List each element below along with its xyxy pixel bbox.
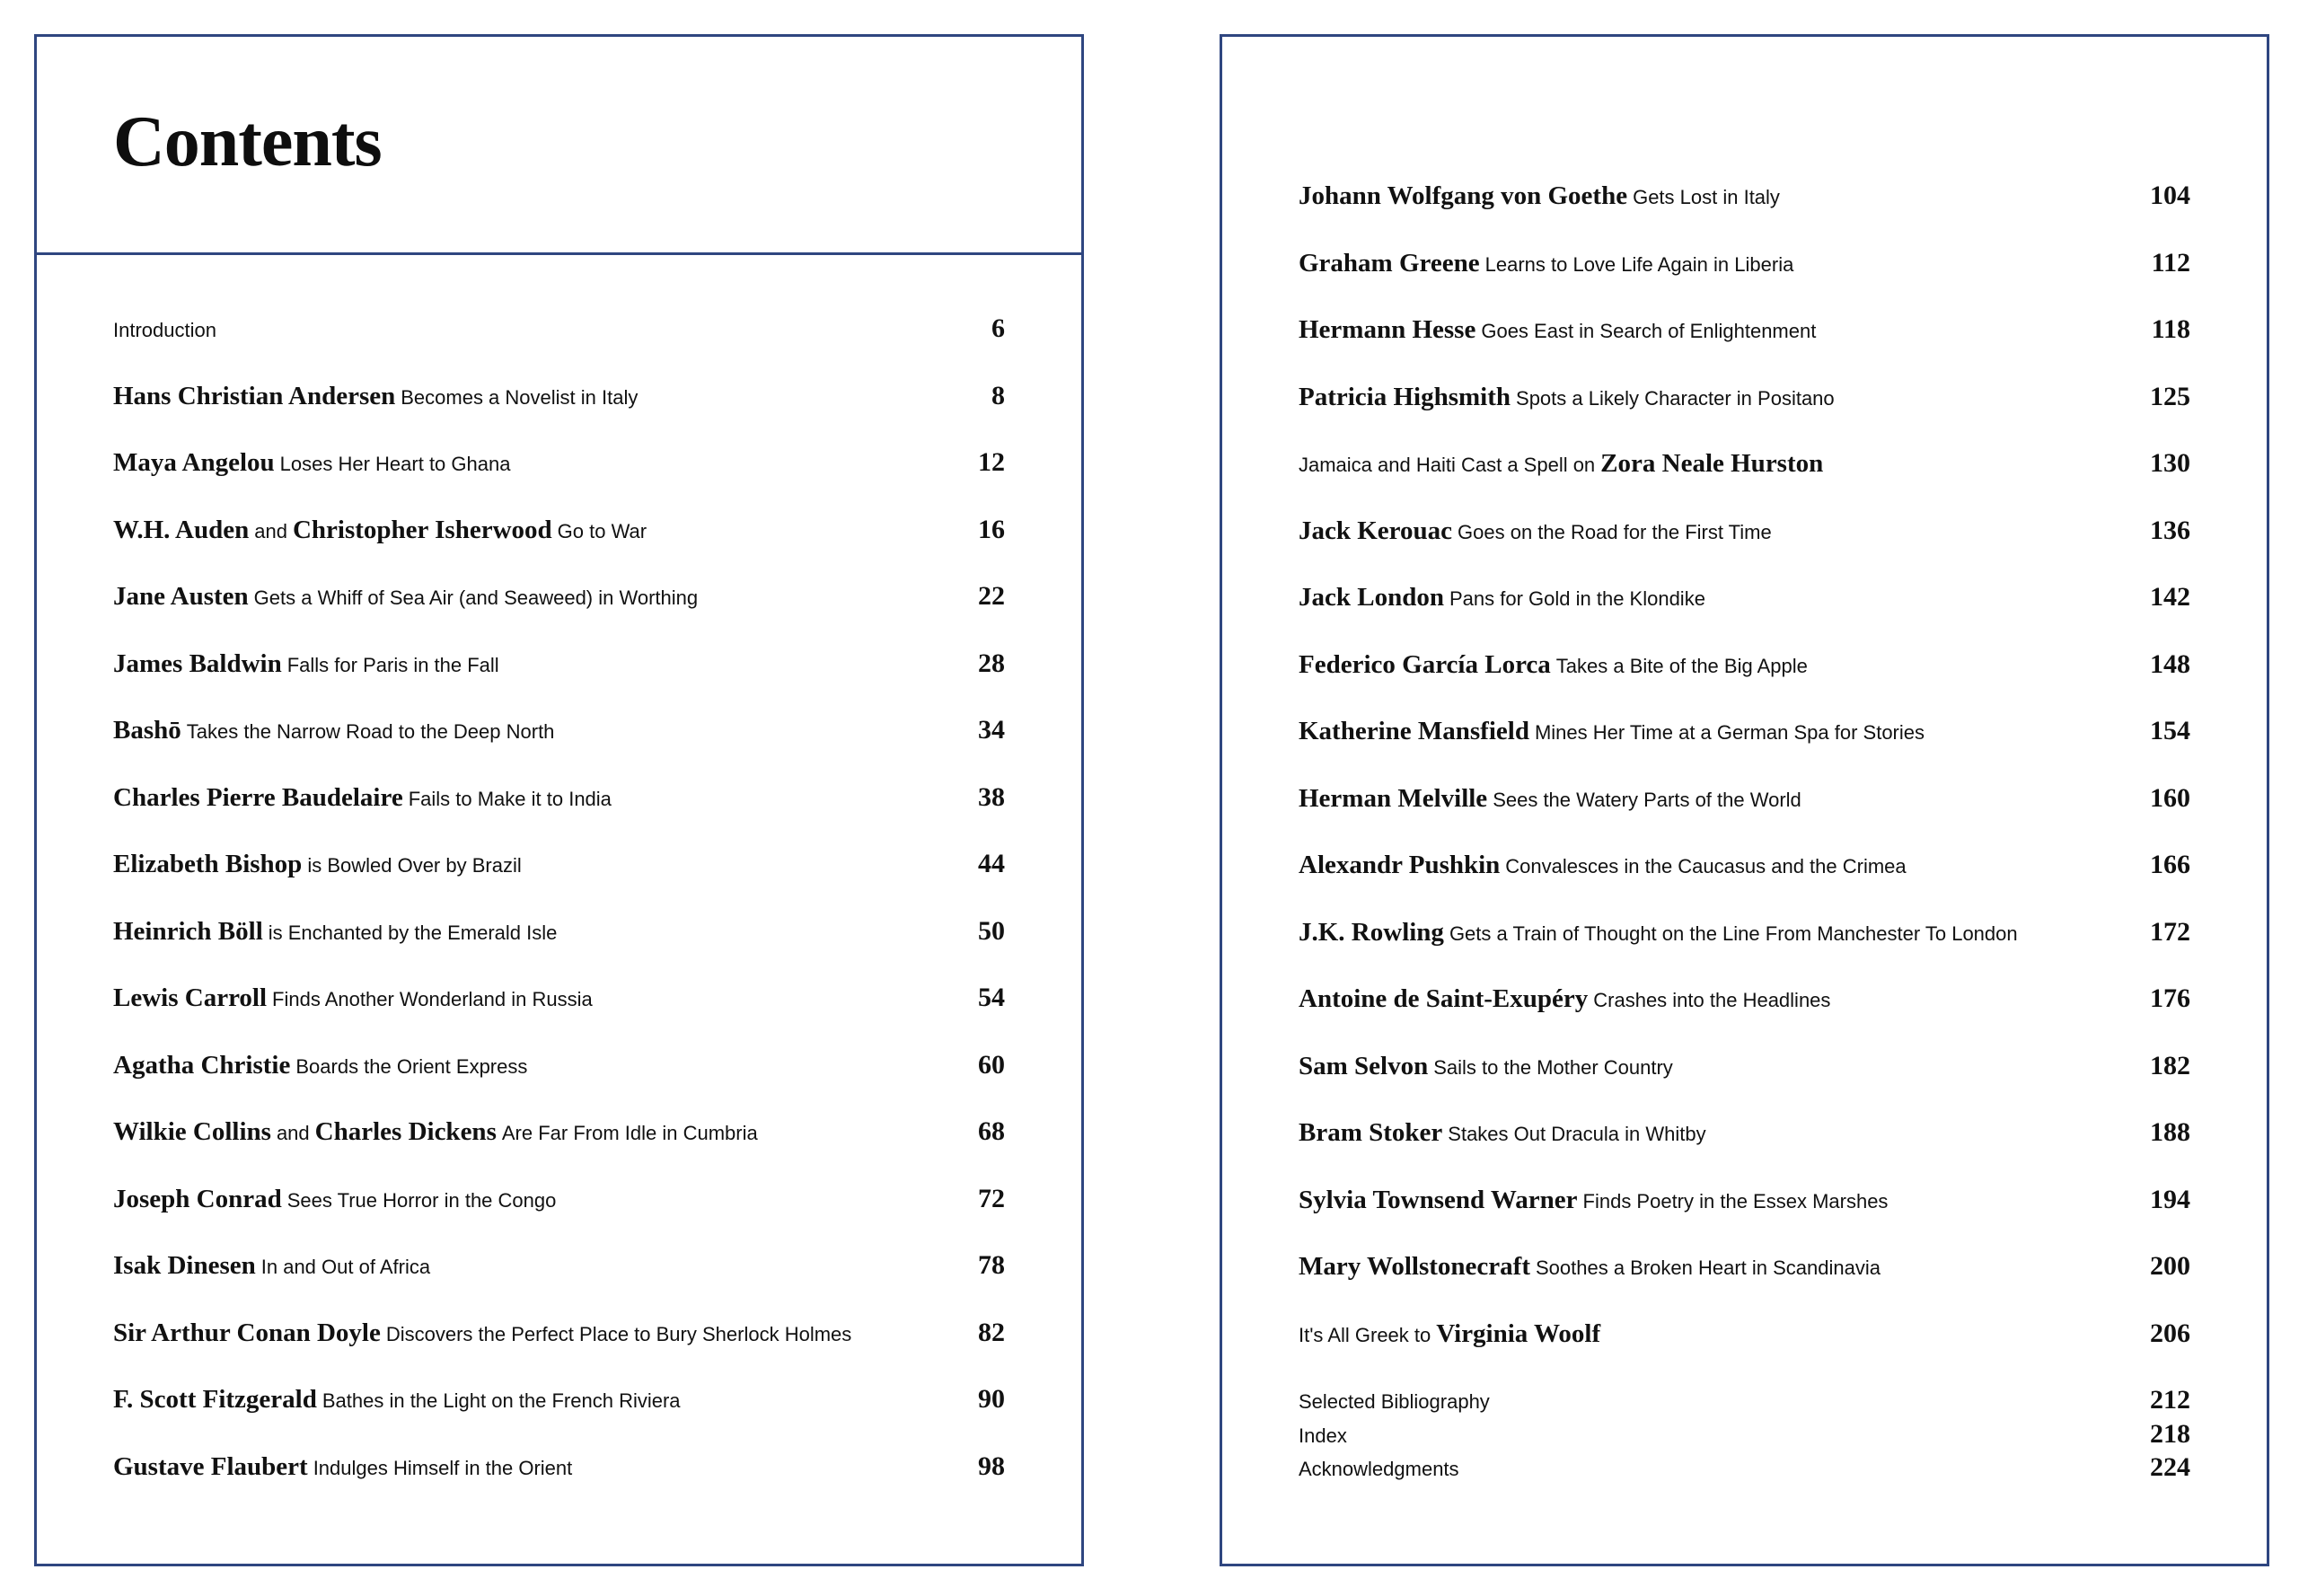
toc-entry[interactable] bbox=[113, 782, 1005, 833]
toc-entry-text bbox=[113, 582, 698, 612]
author-name: Lewis Carroll bbox=[113, 983, 268, 1012]
entry-description: It's All Greek to bbox=[1299, 1323, 1431, 1346]
author-name: Katherine Mansfield bbox=[1299, 717, 1529, 745]
toc-entry[interactable] bbox=[1299, 1251, 2190, 1301]
toc-entry-text bbox=[1299, 449, 1823, 479]
author-name: Sam Selvon bbox=[1299, 1051, 1429, 1080]
page-number: 54 bbox=[978, 983, 1005, 1012]
author-name: Bashō bbox=[113, 716, 181, 745]
toc-entry[interactable] bbox=[1299, 983, 2190, 1034]
entry-description: Takes a Bite of the Big Apple bbox=[1555, 654, 1808, 677]
author-name: Jack Kerouac bbox=[1299, 516, 1453, 545]
toc-entry-text bbox=[1299, 315, 1816, 345]
toc-entry[interactable] bbox=[1299, 783, 2190, 833]
page-number: 22 bbox=[978, 581, 1005, 611]
author-name: Heinrich Böll bbox=[113, 916, 263, 946]
title-band bbox=[37, 37, 1081, 255]
toc-entry-text bbox=[113, 382, 638, 411]
author-name: Gustave Flaubert bbox=[113, 1451, 308, 1481]
entry-description: Gets a Whiff of Sea Air (and Seaweed) in Worthing bbox=[253, 586, 699, 609]
page-number: 154 bbox=[2150, 716, 2190, 745]
toc-entry-text bbox=[1299, 851, 1907, 880]
entry-description: Bathes in the Light on the French Riviera bbox=[322, 1389, 681, 1412]
author-name: Alexandr Pushkin bbox=[1299, 851, 1501, 879]
page-number: 104 bbox=[2150, 181, 2190, 210]
entry-description: Introduction bbox=[113, 319, 216, 341]
toc-entry[interactable] bbox=[113, 1050, 1005, 1100]
toc-entry[interactable] bbox=[1299, 181, 2190, 231]
toc-entry-text bbox=[1299, 1052, 1673, 1081]
author-name: Jane Austen bbox=[113, 582, 249, 611]
author-name: Patricia Highsmith bbox=[1299, 382, 1511, 411]
author-name: Charles Dickens bbox=[314, 1117, 497, 1146]
entry-description: is Bowled Over by Brazil bbox=[307, 854, 522, 877]
entry-description: Finds Poetry in the Essex Marshes bbox=[1582, 1189, 1889, 1212]
entry-description: Spots a Likely Character in Positano bbox=[1516, 386, 1835, 410]
page-number: 90 bbox=[978, 1384, 1005, 1414]
entry-description: Takes the Narrow Road to the Deep North bbox=[186, 720, 555, 743]
author-name: Hermann Hesse bbox=[1299, 315, 1476, 344]
toc-entry[interactable] bbox=[1299, 382, 2190, 432]
toc-entry[interactable] bbox=[1299, 448, 2190, 498]
page-number: 224 bbox=[2150, 1452, 2190, 1482]
toc-entry-text bbox=[1299, 1118, 1706, 1148]
author-name: J.K. Rowling bbox=[1299, 917, 1444, 947]
toc-entry[interactable] bbox=[1299, 1117, 2190, 1168]
toc-entry[interactable] bbox=[1299, 314, 2190, 365]
page-title: Contents bbox=[113, 102, 382, 181]
toc-entry[interactable] bbox=[113, 1250, 1005, 1301]
toc-entry-text bbox=[1299, 1319, 1600, 1349]
author-name: Herman Melville bbox=[1299, 783, 1488, 813]
page-number: 206 bbox=[2150, 1318, 2190, 1348]
toc-entry[interactable] bbox=[1299, 582, 2190, 632]
right-page bbox=[1220, 34, 2269, 1566]
entry-description: Fails to Make it to India bbox=[408, 787, 612, 810]
page-number: 50 bbox=[978, 915, 1005, 946]
toc-entry-text bbox=[1299, 918, 2018, 948]
author-name: Joseph Conrad bbox=[113, 1184, 282, 1213]
toc-entry[interactable] bbox=[113, 1116, 1005, 1167]
toc-entry-text bbox=[113, 1251, 430, 1281]
page-number: 78 bbox=[978, 1250, 1005, 1280]
toc-entry-text bbox=[1299, 383, 1835, 412]
toc-entry[interactable] bbox=[113, 648, 1005, 699]
entry-description: is Enchanted by the Emerald Isle bbox=[268, 921, 558, 944]
author-name: Isak Dinesen bbox=[113, 1251, 256, 1280]
page-number: 125 bbox=[2150, 381, 2190, 411]
toc-entry-text bbox=[1299, 516, 1772, 546]
entry-description: Sails to the Mother Country bbox=[1433, 1055, 1673, 1079]
page-number: 176 bbox=[2150, 983, 2190, 1013]
author-name: Virginia Woolf bbox=[1436, 1318, 1601, 1348]
toc-entry-text bbox=[113, 1385, 681, 1415]
entry-description: Gets Lost in Italy bbox=[1633, 186, 1780, 208]
toc-entry-text bbox=[113, 1051, 527, 1080]
page-number: 118 bbox=[2151, 314, 2190, 344]
toc-entry[interactable] bbox=[1299, 649, 2190, 700]
entry-description: and bbox=[276, 1122, 310, 1144]
author-name: Mary Wollstonecraft bbox=[1299, 1252, 1530, 1281]
toc-entry-text bbox=[113, 1318, 851, 1348]
toc-entry-text bbox=[113, 716, 554, 745]
toc-entry-text bbox=[1299, 583, 1705, 613]
toc-entry-text bbox=[1299, 650, 1808, 680]
toc-entry[interactable] bbox=[113, 849, 1005, 899]
toc-entry[interactable] bbox=[1299, 1452, 2190, 1503]
entry-description: Go to War bbox=[557, 519, 647, 542]
page-number: 112 bbox=[2151, 247, 2190, 278]
author-name: Graham Greene bbox=[1299, 248, 1480, 278]
toc-entry[interactable] bbox=[1299, 850, 2190, 900]
author-name: Christopher Isherwood bbox=[292, 515, 552, 544]
entry-description: Jamaica and Haiti Cast a Spell on bbox=[1299, 454, 1596, 476]
author-name: Hans Christian Andersen bbox=[113, 381, 396, 410]
page-number: 194 bbox=[2150, 1184, 2190, 1214]
entry-description: Crashes into the Headlines bbox=[1593, 989, 1831, 1011]
page-number: 28 bbox=[978, 648, 1005, 678]
page-number: 16 bbox=[978, 514, 1005, 544]
toc-entry[interactable] bbox=[1299, 1318, 2190, 1369]
author-name: Sir Arthur Conan Doyle bbox=[113, 1318, 381, 1347]
page-number: 34 bbox=[978, 715, 1005, 745]
page-number: 38 bbox=[978, 781, 1005, 812]
page-number: 218 bbox=[2150, 1418, 2190, 1449]
toc-entry[interactable] bbox=[113, 447, 1005, 498]
entry-description: Finds Another Wonderland in Russia bbox=[272, 988, 593, 1010]
toc-entry-text bbox=[113, 448, 510, 478]
toc-entry[interactable] bbox=[1299, 1051, 2190, 1101]
entry-description: Soothes a Broken Heart in Scandinavia bbox=[1535, 1257, 1881, 1279]
entry-description: Sees the Watery Parts of the World bbox=[1493, 788, 1801, 811]
entry-description: and bbox=[254, 519, 287, 542]
entry-description: Gets a Train of Thought on the Line From Manchester To London bbox=[1449, 921, 2018, 945]
entry-description: Indulges Himself in the Orient bbox=[313, 1456, 573, 1479]
toc-entry[interactable] bbox=[113, 1384, 1005, 1434]
page-number: 212 bbox=[2150, 1385, 2190, 1415]
page-number: 166 bbox=[2150, 850, 2190, 879]
author-name: Antoine de Saint-Exupéry bbox=[1299, 984, 1589, 1013]
page-number: 200 bbox=[2150, 1251, 2190, 1281]
toc-entry[interactable] bbox=[113, 515, 1005, 565]
page-number: 60 bbox=[978, 1049, 1005, 1080]
page-number: 98 bbox=[978, 1451, 1005, 1481]
page-number: 130 bbox=[2150, 448, 2190, 478]
page-number: 44 bbox=[978, 849, 1005, 878]
toc-entry-text bbox=[113, 1452, 572, 1482]
toc-entry[interactable] bbox=[113, 916, 1005, 966]
author-name: James Baldwin bbox=[113, 648, 282, 678]
toc-entry[interactable] bbox=[113, 381, 1005, 431]
page-number: 72 bbox=[978, 1183, 1005, 1213]
author-name: Agatha Christie bbox=[113, 1050, 291, 1080]
author-name: Maya Angelou bbox=[113, 448, 275, 477]
entry-description: Discovers the Perfect Place to Bury Sherlock Holmes bbox=[385, 1322, 852, 1345]
page-number: 6 bbox=[991, 313, 1005, 343]
toc-entry-text bbox=[1299, 717, 1925, 746]
entry-description: Loses Her Heart to Ghana bbox=[279, 453, 511, 475]
author-name: W.H. Auden bbox=[113, 515, 250, 544]
page-number: 148 bbox=[2150, 648, 2190, 679]
page-number: 160 bbox=[2150, 782, 2190, 813]
toc-entry[interactable] bbox=[113, 1184, 1005, 1234]
toc-entry[interactable] bbox=[113, 1451, 1005, 1502]
entry-description: Becomes a Novelist in Italy bbox=[401, 385, 639, 409]
page-number: 136 bbox=[2150, 515, 2190, 545]
toc-entry[interactable] bbox=[1299, 716, 2190, 766]
toc-entry-text bbox=[1299, 249, 1793, 278]
entry-description: Mines Her Time at a German Spa for Stories bbox=[1534, 721, 1925, 744]
entry-description: Falls for Paris in the Fall bbox=[286, 653, 499, 676]
entry-description: Stakes Out Dracula in Whitby bbox=[1448, 1123, 1706, 1145]
toc-entry-text bbox=[113, 516, 647, 545]
toc-entry-text bbox=[1299, 1252, 1881, 1282]
toc-entry[interactable] bbox=[113, 313, 1005, 364]
entry-description: Selected Bibliography bbox=[1299, 1390, 1490, 1413]
page-number: 182 bbox=[2150, 1050, 2190, 1080]
toc-entry[interactable] bbox=[113, 581, 1005, 631]
toc-entry-text bbox=[113, 917, 557, 947]
author-name: Federico García Lorca bbox=[1299, 649, 1551, 679]
toc-entry[interactable] bbox=[113, 1318, 1005, 1368]
toc-entry-text bbox=[113, 649, 499, 679]
left-page bbox=[34, 34, 1084, 1566]
toc-entry-text bbox=[113, 319, 216, 342]
author-name: Elizabeth Bishop bbox=[113, 850, 303, 878]
toc-entry[interactable] bbox=[113, 715, 1005, 765]
toc-entry-text bbox=[113, 1117, 758, 1147]
author-name: Jack London bbox=[1299, 583, 1444, 612]
page-number: 82 bbox=[978, 1317, 1005, 1347]
author-name: Sylvia Townsend Warner bbox=[1299, 1185, 1578, 1214]
author-name: Johann Wolfgang von Goethe bbox=[1299, 181, 1628, 210]
entry-description: Are Far From Idle in Cumbria bbox=[501, 1122, 758, 1144]
page-number: 142 bbox=[2150, 582, 2190, 612]
entry-description: Learns to Love Life Again in Liberia bbox=[1484, 252, 1794, 276]
entry-description: Pans for Gold in the Klondike bbox=[1449, 587, 1705, 610]
author-name: F. Scott Fitzgerald bbox=[113, 1385, 317, 1414]
toc-entry-text bbox=[1299, 784, 1801, 814]
toc-entry-text bbox=[113, 1185, 556, 1214]
toc-entry[interactable] bbox=[1299, 516, 2190, 566]
entry-description: Convalesces in the Caucasus and the Crimea bbox=[1505, 855, 1907, 877]
page-number: 68 bbox=[978, 1116, 1005, 1146]
toc-entry-text bbox=[113, 783, 612, 813]
toc-entry-text bbox=[1299, 181, 1780, 211]
toc-entry-text bbox=[1299, 1424, 1347, 1448]
toc-entry[interactable] bbox=[1299, 248, 2190, 298]
toc-entry-text bbox=[1299, 1390, 1490, 1414]
page-number: 12 bbox=[978, 447, 1005, 477]
page-number: 188 bbox=[2150, 1117, 2190, 1147]
author-name: Wilkie Collins bbox=[113, 1117, 271, 1146]
toc-entry[interactable] bbox=[113, 983, 1005, 1033]
toc-entry[interactable] bbox=[1299, 917, 2190, 967]
toc-entry[interactable] bbox=[1299, 1185, 2190, 1235]
entry-description: Sees True Horror in the Congo bbox=[286, 1188, 557, 1212]
author-name: Zora Neale Hurston bbox=[1600, 449, 1824, 478]
page-number: 172 bbox=[2150, 916, 2190, 947]
entry-description: Boards the Orient Express bbox=[295, 1054, 528, 1078]
toc-entry-text bbox=[1299, 1458, 1459, 1481]
entry-description: In and Out of Africa bbox=[260, 1256, 431, 1278]
entry-description: Index bbox=[1299, 1424, 1347, 1447]
toc-entry-text bbox=[1299, 1186, 1888, 1215]
entry-description: Goes on the Road for the First Time bbox=[1458, 520, 1772, 543]
entry-description: Goes East in Search of Enlightenment bbox=[1481, 320, 1817, 342]
page-number: 8 bbox=[991, 380, 1005, 410]
author-name: Bram Stoker bbox=[1299, 1118, 1443, 1147]
toc-entry-text bbox=[1299, 984, 1830, 1014]
toc-entry-text bbox=[113, 983, 593, 1013]
entry-description: Acknowledgments bbox=[1299, 1458, 1459, 1480]
author-name: Charles Pierre Baudelaire bbox=[113, 782, 403, 812]
toc-entry-text bbox=[113, 850, 522, 879]
